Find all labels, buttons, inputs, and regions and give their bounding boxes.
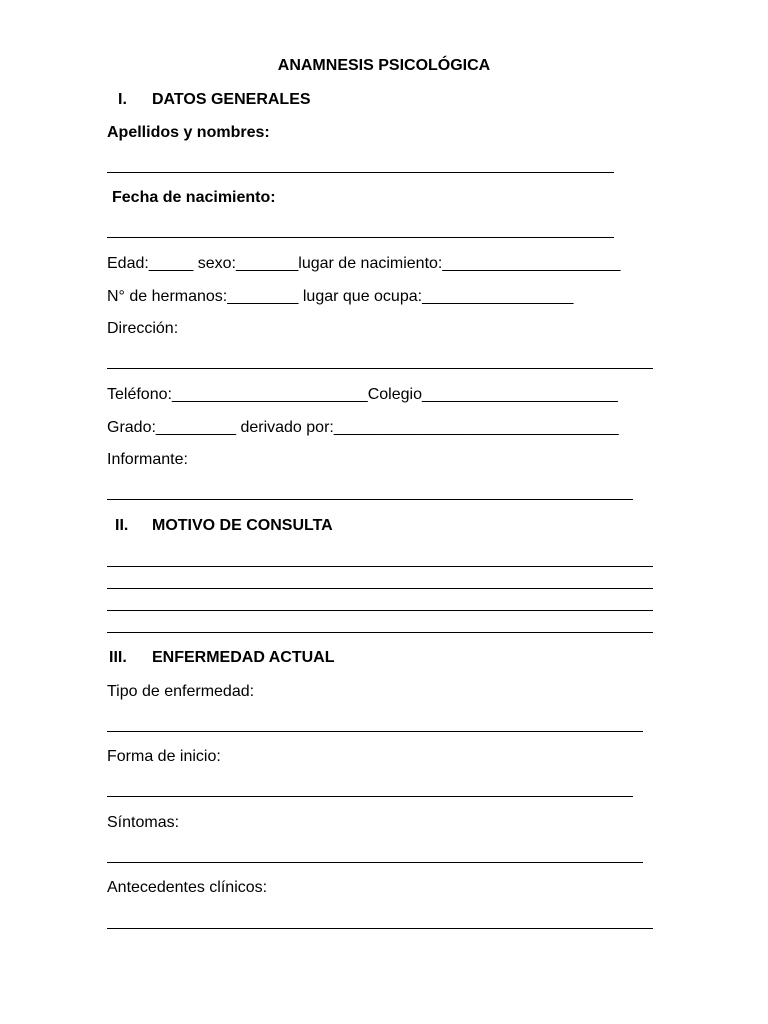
telefono-colegio-row[interactable]: Teléfono:______________________Colegio______________________: [107, 386, 618, 403]
motivo-line[interactable]: [107, 632, 653, 633]
tipo-enfermedad-line[interactable]: [107, 731, 643, 732]
edad-sexo-lugar-row[interactable]: Edad:_____ sexo:_______lugar de nacimiento:____________________: [107, 255, 621, 272]
informante-line[interactable]: [107, 499, 633, 500]
antecedentes-line[interactable]: [107, 928, 653, 929]
hermanos-lugar-row[interactable]: N° de hermanos:________ lugar que ocupa:_________________: [107, 288, 574, 305]
document-title: ANAMNESIS PSICOLÓGICA: [277, 57, 491, 74]
grado-derivado-row[interactable]: Grado:_________ derivado por:________________________________: [107, 419, 619, 436]
forma-inicio-line[interactable]: [107, 796, 633, 797]
motivo-line[interactable]: [107, 610, 653, 611]
direccion-label: Dirección:: [107, 320, 179, 337]
apellidos-label: Apellidos y nombres:: [107, 124, 270, 141]
section-2-numeral: II.: [115, 517, 129, 534]
apellidos-line[interactable]: [107, 172, 614, 173]
sintomas-label: Síntomas:: [107, 814, 180, 831]
informante-label: Informante:: [107, 451, 188, 468]
fecha-nacimiento-label: Fecha de nacimiento:: [112, 189, 276, 206]
section-1-heading: DATOS GENERALES: [152, 91, 311, 108]
section-1-numeral: I.: [118, 91, 127, 108]
motivo-line[interactable]: [107, 588, 653, 589]
direccion-line[interactable]: [107, 368, 653, 369]
section-2-heading: MOTIVO DE CONSULTA: [152, 517, 333, 534]
tipo-enfermedad-label: Tipo de enfermedad:: [107, 683, 255, 700]
motivo-line[interactable]: [107, 566, 653, 567]
section-3-numeral: III.: [109, 649, 127, 666]
forma-inicio-label: Forma de inicio:: [107, 748, 221, 765]
antecedentes-label: Antecedentes clínicos:: [107, 879, 268, 896]
section-3-heading: ENFERMEDAD ACTUAL: [152, 649, 335, 666]
sintomas-line[interactable]: [107, 862, 643, 863]
fecha-nacimiento-line[interactable]: [107, 237, 614, 238]
